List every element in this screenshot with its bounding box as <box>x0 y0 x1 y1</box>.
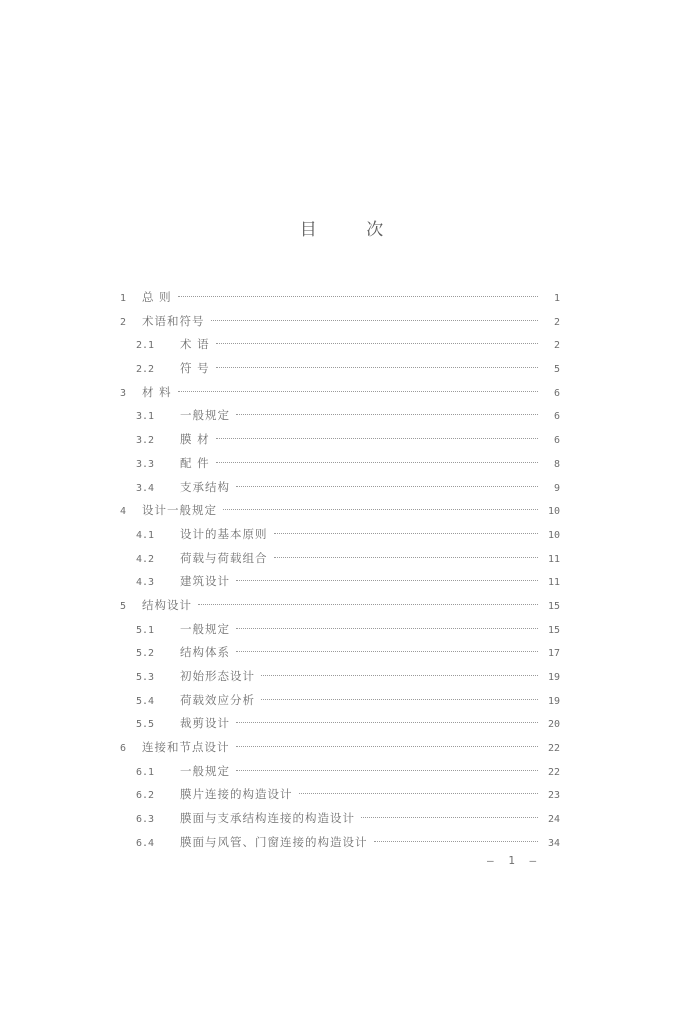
toc-entry-page: 2 <box>553 316 560 328</box>
toc-entry <box>120 570 560 594</box>
toc-entry-page: 11 <box>547 553 560 565</box>
toc-entry-number: 4 <box>120 506 127 518</box>
toc-dot-leader <box>216 462 538 463</box>
toc-dot-leader <box>216 367 538 368</box>
toc-entry-number: 6.1 <box>136 766 155 778</box>
toc-entry-number: 4.3 <box>136 577 155 589</box>
toc-dot-leader <box>236 746 539 747</box>
toc-entry-title: 术语和符号 <box>142 313 205 328</box>
toc-entry-title: 配 件 <box>180 455 210 470</box>
toc-entry-page: 10 <box>547 529 560 541</box>
toc-entry-number: 6.4 <box>136 837 155 849</box>
toc-entry <box>120 452 560 476</box>
toc-entry <box>120 689 560 713</box>
toc-entry-page: 15 <box>547 600 560 612</box>
toc-entry-number: 3.1 <box>136 411 155 423</box>
toc-entry-number: 5 <box>120 600 127 612</box>
toc-entry-number: 5.4 <box>136 695 155 707</box>
toc-entry-title: 膜片连接的构造设计 <box>180 787 293 802</box>
toc-entry-page: 10 <box>547 506 560 518</box>
toc-dot-leader <box>236 722 538 723</box>
toc-entry-title: 膜 材 <box>180 432 210 447</box>
toc-entry-page: 11 <box>547 577 560 589</box>
toc-entry <box>120 641 560 665</box>
toc-entry-number: 3.2 <box>136 435 155 447</box>
toc-entry-title: 一般规定 <box>180 408 230 423</box>
toc-entry <box>120 736 560 760</box>
toc-entry-page: 6 <box>553 435 560 447</box>
toc-dot-leader <box>274 533 539 534</box>
toc-entry <box>120 428 560 452</box>
toc-entry <box>120 286 560 310</box>
toc-entry-number: 1 <box>120 293 127 304</box>
toc-entry-number: 5.2 <box>136 648 155 660</box>
toc-entry-title: 术 语 <box>180 337 210 352</box>
toc-entry-page: 8 <box>553 458 560 470</box>
toc-entry-title: 一般规定 <box>180 763 230 778</box>
toc-dot-leader <box>223 509 538 510</box>
toc-entry-title: 结构设计 <box>142 597 192 612</box>
toc-entry <box>120 807 560 831</box>
toc-dot-leader <box>261 675 538 676</box>
toc-dot-leader <box>374 841 539 842</box>
toc-entry-page: 1 <box>553 293 560 304</box>
toc-entry-number: 2.1 <box>136 340 155 352</box>
toc-entry-page: 23 <box>547 790 560 802</box>
toc-entry <box>120 712 560 736</box>
toc-entry-number: 3.3 <box>136 458 155 470</box>
toc-dot-leader <box>236 486 538 487</box>
toc-entry-title: 总 则 <box>142 290 172 304</box>
toc-entry <box>120 310 560 334</box>
toc-entry-page: 34 <box>547 837 560 849</box>
toc-entry-page: 9 <box>553 482 560 494</box>
toc-dot-leader <box>216 343 538 344</box>
toc-dot-leader <box>236 628 538 629</box>
toc-entry <box>120 760 560 784</box>
toc-entry-number: 6.2 <box>136 790 155 802</box>
toc-dot-leader <box>236 414 538 415</box>
toc-entry-page: 2 <box>553 340 560 352</box>
toc-entry-title: 初始形态设计 <box>180 669 255 683</box>
toc-dot-leader <box>236 651 538 652</box>
toc-entry <box>120 618 560 642</box>
table-of-contents <box>120 286 560 855</box>
toc-dot-leader <box>361 817 538 818</box>
toc-entry-number: 6 <box>120 743 127 755</box>
toc-entry-page: 6 <box>553 411 560 423</box>
toc-entry <box>120 665 560 689</box>
toc-entry-title: 裁剪设计 <box>180 716 230 731</box>
toc-entry-page: 6 <box>553 387 560 399</box>
toc-entry-title: 荷载效应分析 <box>180 692 255 707</box>
toc-entry <box>120 594 560 618</box>
toc-dot-leader <box>274 557 539 558</box>
toc-entry <box>120 381 560 405</box>
toc-dot-leader <box>178 391 538 392</box>
toc-entry-page: 22 <box>547 766 560 778</box>
toc-entry <box>120 499 560 523</box>
toc-entry <box>120 357 560 381</box>
toc-entry-title: 符 号 <box>180 361 210 376</box>
toc-entry-title: 设计的基本原则 <box>180 526 268 541</box>
toc-entry-title: 支承结构 <box>180 479 230 494</box>
toc-entry-title: 一般规定 <box>180 621 230 636</box>
toc-entry-number: 3 <box>120 387 127 399</box>
toc-entry-number: 4.1 <box>136 529 155 541</box>
toc-entry-number: 5.1 <box>136 624 155 636</box>
toc-entry-page: 17 <box>547 648 560 660</box>
toc-entry-page: 19 <box>547 695 560 707</box>
toc-entry-number: 5.3 <box>136 672 155 683</box>
page-number-footer: — 1 — <box>487 854 541 867</box>
toc-entry-number: 2 <box>120 316 127 328</box>
toc-entry-number: 4.2 <box>136 553 155 565</box>
toc-dot-leader <box>211 320 539 321</box>
toc-entry-number: 6.3 <box>136 814 155 826</box>
toc-entry-number: 3.4 <box>136 482 155 494</box>
toc-dot-leader <box>178 296 538 297</box>
toc-entry-title: 建筑设计 <box>180 574 230 589</box>
toc-entry-title: 结构体系 <box>180 645 230 660</box>
toc-entry <box>120 547 560 571</box>
toc-entry <box>120 333 560 357</box>
toc-entry-page: 22 <box>547 743 560 755</box>
toc-entry-title: 材 料 <box>142 384 172 399</box>
toc-entry-page: 15 <box>547 624 560 636</box>
toc-entry <box>120 783 560 807</box>
toc-entry-number: 2.2 <box>136 364 155 376</box>
toc-entry-page: 5 <box>553 364 560 376</box>
toc-entry-title: 膜面与风管、门窗连接的构造设计 <box>180 834 368 849</box>
toc-entry-title: 设计一般规定 <box>142 503 217 518</box>
toc-entry-page: 19 <box>547 672 560 683</box>
toc-entry <box>120 523 560 547</box>
toc-entry <box>120 476 560 500</box>
toc-entry-page: 24 <box>547 814 560 826</box>
toc-dot-leader <box>299 793 539 794</box>
toc-entry <box>120 831 560 855</box>
toc-entry-number: 5.5 <box>136 719 155 731</box>
page-title: 目 次 <box>299 220 406 240</box>
toc-entry-page: 20 <box>547 719 560 731</box>
toc-entry-title: 膜面与支承结构连接的构造设计 <box>180 811 355 826</box>
toc-dot-leader <box>198 604 538 605</box>
toc-entry <box>120 404 560 428</box>
toc-entry-title: 连接和节点设计 <box>142 740 230 755</box>
toc-dot-leader <box>236 770 538 771</box>
toc-dot-leader <box>236 580 538 581</box>
toc-dot-leader <box>261 699 538 700</box>
toc-entry-title: 荷载与荷载组合 <box>180 550 268 565</box>
toc-dot-leader <box>216 438 538 439</box>
